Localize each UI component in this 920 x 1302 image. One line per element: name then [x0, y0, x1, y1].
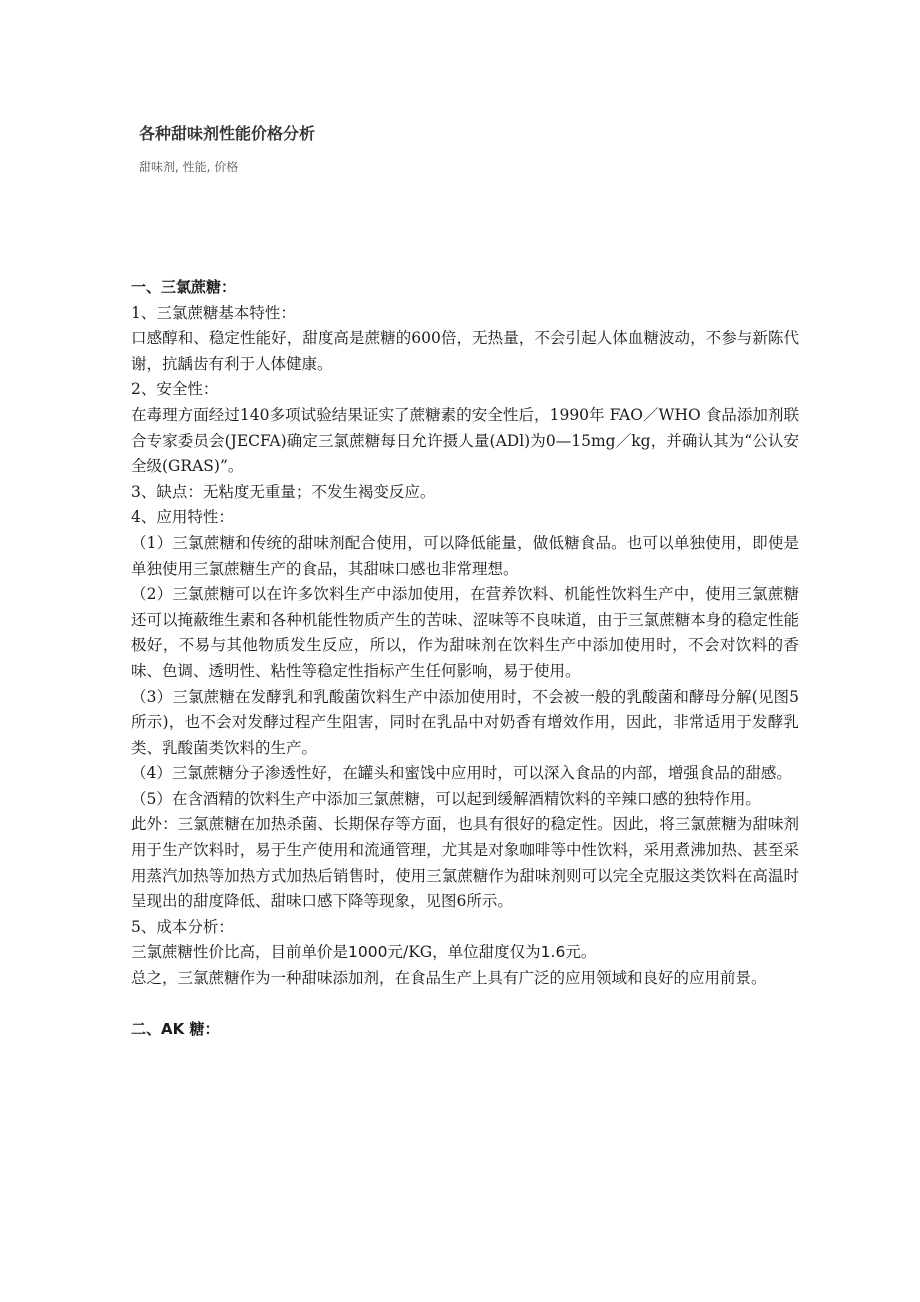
- section-heading-ak-sugar: 二、AK 糖：: [131, 1020, 220, 1039]
- section-heading-sucralose: 一、三氯蔗糖：: [131, 278, 237, 296]
- application-item-2: （2）三氯蔗糖可以在许多饮料生产中添加使用，在营养饮料、机能性饮料生产中，使用三氯蔗糖还可以掩蔽维生素和各种机能性物质产生的苦味、涩味等不良味道，由于三氯蔗糖本身的稳定性能极好，不易与其他物质发生反应，所以，作为甜味剂在饮料生产中添加使用时，不会对饮料的香味、色调、透明性、粘性等稳定性指标产生任何影响，易于使用。: [131, 585, 799, 680]
- basic-properties-text: 口感醇和、稳定性能好，甜度高是蔗糖的600倍，无热量，不会引起人体血糖波动，不参与新陈代谢，抗龋齿有利于人体健康。: [131, 329, 799, 373]
- application-item-5: （5）在含酒精的饮料生产中添加三氯蔗糖，可以起到缓解酒精饮料的辛辣口感的独特作用。: [131, 789, 761, 808]
- document-title: 各种甜味剂性能价格分析: [139, 124, 316, 143]
- document-body: [131, 275, 799, 1043]
- cost-text-part-b: 元/KG，单位甜度仅为: [387, 943, 541, 962]
- drawback-text: 3、缺点：无粘度无重量；不发生褐变反应。: [131, 482, 436, 501]
- application-heading: 4、应用特性：: [131, 508, 234, 527]
- application-item-1: （1）三氯蔗糖和传统的甜味剂配合使用，可以降低能量，做低糖食品。也可以单独使用，即使是单独使用三氯蔗糖生产的食品，其甜味口感也非常理想。: [131, 533, 799, 578]
- cost-text-part-a: 三氯蔗糖性价比高，目前单价是: [131, 943, 349, 962]
- section-spacer: [131, 992, 799, 1018]
- basic-properties-heading: 1、三氯蔗糖基本特性：: [131, 303, 296, 322]
- application-item-3: （3）三氯蔗糖在发酵乳和乳酸菌饮料生产中添加使用时，不会被一般的乳酸菌和酵母分解(见图5所示)，也不会对发酵过程产生阻害，同时在乳品中对奶香有增效作用，因此，非常适用于发酵乳类、乳酸菌类饮料的生产。: [131, 687, 799, 757]
- cost-heading: 5、成本分析：: [131, 917, 234, 936]
- summary-paragraph: 总之，三氯蔗糖作为一种甜味添加剂，在食品生产上具有广泛的应用领域和良好的应用前景。: [131, 969, 767, 988]
- safety-text: 在毒理方面经过140多项试验结果证实了蔗糖素的安全性后，1990年 FAO／WHO 食品添加剂联合专家委员会(JECFA)确定三氯蔗糖每日允许摄人量(ADl)为0—15mg／kg，并确认其为“公认安全级(GRAS)”。: [131, 405, 799, 476]
- document-tags: 甜味剂, 性能, 价格: [139, 160, 239, 174]
- safety-heading: 2、安全性：: [131, 380, 219, 399]
- cost-price-value: 1000: [348, 943, 388, 962]
- application-item-4: （4）三氯蔗糖分子渗透性好，在罐头和蜜饯中应用时，可以深入食品的内部，增强食品的甜感。: [131, 764, 792, 783]
- besides-paragraph: 此外：三氯蔗糖在加热杀菌、长期保存等方面，也具有很好的稳定性。因此，将三氯蔗糖为甜味剂用于生产饮料时，易于生产使用和流通管理，尤其是对象咖啡等中性饮料，采用煮沸加热、甚至采用蒸汽加热等加热方式加热后销售时，使用三氯蔗糖作为甜味剂则可以完全克服这类饮料在高温时呈现出的甜度降低、甜味口感下降等现象，见图6所示。: [131, 815, 799, 911]
- cost-text-part-c: 元。: [565, 943, 597, 962]
- cost-unit-value: 1.6: [540, 943, 566, 962]
- cost-text: [131, 940, 799, 966]
